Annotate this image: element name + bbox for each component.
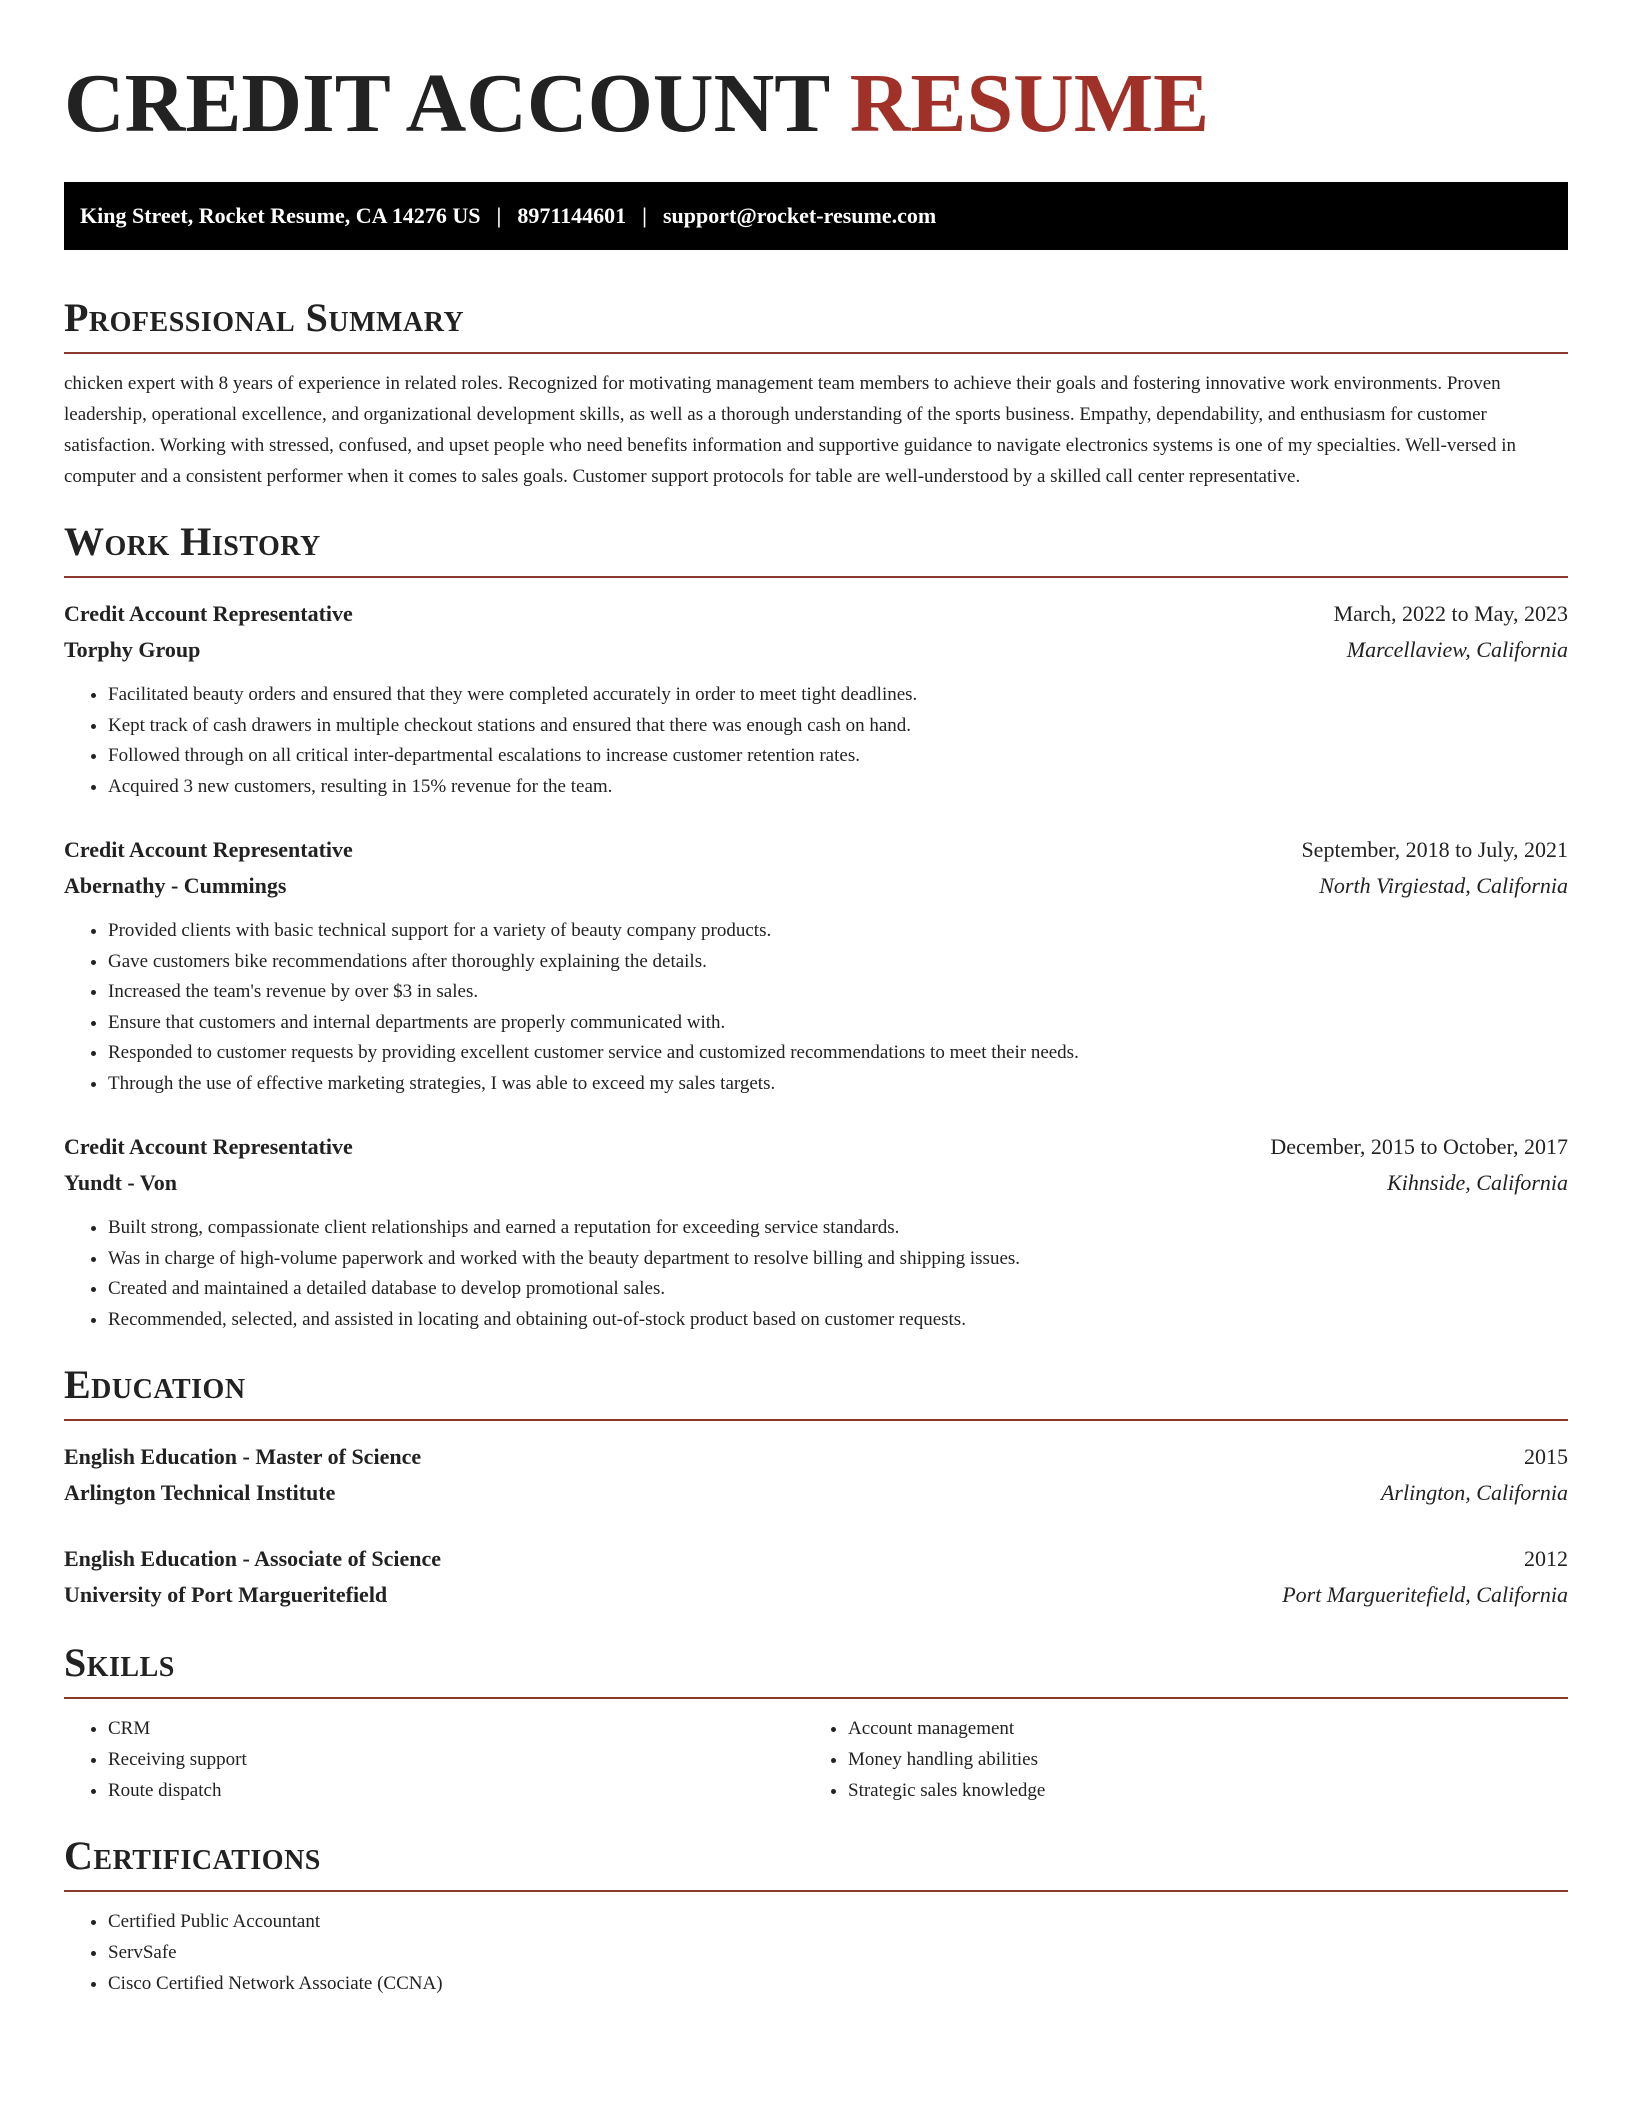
summary-text: chicken expert with 8 years of experience in related roles. Recognized for motivating management team members to achieve their goals and fostering innovative work environments. Proven leadership, operational excellence, and organizational development skills, as well as a thorough understanding of the sports business. Empathy, dependability, and enthusiasm for customer satisfaction. Working with stressed, confused, and upset people who need benefits information and supportive guidance to navigate electronics systems is one of my specialties. Well-versed in computer and a consistent performer when it comes to sales goals. Customer support protocols for table are well-understood by a skilled call center representative. xyxy=(64,373,1517,487)
skills-list-left xyxy=(64,1713,804,1806)
job-location: Marcellaview, California xyxy=(1346,637,1568,662)
job-company: Abernathy - Cummings xyxy=(64,873,287,898)
skills-columns xyxy=(64,1713,1568,1806)
contact-phone[interactable]: 8971144601 xyxy=(517,203,627,228)
list-item: • Kept track of cash drawers in multiple checkout stations and ensured that there was enough cash on hand. xyxy=(108,711,1568,742)
skill-item: • Receiving support xyxy=(108,1744,804,1775)
contact-email[interactable]: support@rocket-resume.com xyxy=(662,203,937,228)
job-header-row xyxy=(64,596,1568,632)
section-heading-summary: Professional Summary xyxy=(64,295,465,340)
education-location: Port Margueritefield, California xyxy=(1282,1582,1568,1607)
list-item: • Ensure that customers and internal departments are properly communicated with. xyxy=(108,1008,1568,1039)
section-divider xyxy=(64,576,1568,578)
job-bullets xyxy=(64,916,1568,1099)
title-main: CREDIT ACCOUNT xyxy=(64,57,829,150)
certification-item: • Certified Public Accountant xyxy=(108,1906,1568,1937)
education-school: University of Port Margueritefield xyxy=(64,1582,388,1607)
education-section xyxy=(64,1361,1568,1613)
education-year: 2012 xyxy=(1524,1546,1568,1571)
education-degree-row xyxy=(64,1439,1568,1475)
education-location: Arlington, California xyxy=(1380,1480,1568,1505)
list-item: • Increased the team's revenue by over $3 in sales. xyxy=(108,977,1568,1008)
section-divider xyxy=(64,1419,1568,1421)
list-item: • Facilitated beauty orders and ensured that they were completed accurately in order to meet tight deadlines. xyxy=(108,680,1568,711)
section-heading-certifications: Certifications xyxy=(64,1833,321,1878)
list-item: • Recommended, selected, and assisted in locating and obtaining out-of-stock product based on customer requests. xyxy=(108,1305,1568,1336)
skill-item: • CRM xyxy=(108,1713,804,1744)
section-heading-education: Education xyxy=(64,1362,246,1407)
job-header-row xyxy=(64,1129,1568,1165)
education-school-row xyxy=(64,1577,1568,1613)
skills-list-right xyxy=(804,1713,1544,1806)
job-company-row xyxy=(64,632,1568,668)
job-location: North Virgiestad, California xyxy=(1319,873,1568,898)
certifications-section xyxy=(64,1832,1568,1999)
job-title: Credit Account Representative xyxy=(64,601,353,626)
education-year: 2015 xyxy=(1524,1444,1568,1469)
skill-item: • Route dispatch xyxy=(108,1775,804,1806)
education-entry xyxy=(64,1439,1568,1511)
job-dates: September, 2018 to July, 2021 xyxy=(1301,837,1568,862)
job-header-row xyxy=(64,832,1568,868)
job-entry xyxy=(64,1129,1568,1335)
list-item: • Acquired 3 new customers, resulting in 15% revenue for the team. xyxy=(108,772,1568,803)
section-heading-work: Work History xyxy=(64,519,321,564)
job-entry xyxy=(64,832,1568,1099)
section-divider xyxy=(64,352,1568,354)
job-title: Credit Account Representative xyxy=(64,837,353,862)
section-heading-skills: Skills xyxy=(64,1640,175,1685)
education-school-row xyxy=(64,1475,1568,1511)
education-school: Arlington Technical Institute xyxy=(64,1480,336,1505)
education-entry xyxy=(64,1541,1568,1613)
job-company: Torphy Group xyxy=(64,637,201,662)
list-item: • Gave customers bike recommendations after thoroughly explaining the details. xyxy=(108,947,1568,978)
section-divider xyxy=(64,1697,1568,1699)
contact-bar xyxy=(64,182,1568,250)
job-company-row xyxy=(64,1165,1568,1201)
job-dates: March, 2022 to May, 2023 xyxy=(1333,601,1568,626)
list-item: • Through the use of effective marketing strategies, I was able to exceed my sales targets. xyxy=(108,1069,1568,1100)
job-company: Yundt - Von xyxy=(64,1170,177,1195)
skills-section xyxy=(64,1639,1568,1806)
list-item: • Provided clients with basic technical support for a variety of beauty company products. xyxy=(108,916,1568,947)
job-bullets xyxy=(64,680,1568,802)
job-location: Kihnside, California xyxy=(1387,1170,1568,1195)
job-entry xyxy=(64,596,1568,802)
education-degree: English Education - Associate of Science xyxy=(64,1546,442,1571)
skill-item: • Account management xyxy=(848,1713,1544,1744)
certification-item: • ServSafe xyxy=(108,1937,1568,1968)
list-item: • Responded to customer requests by providing excellent customer service and customized recommendations to meet their needs. xyxy=(108,1038,1568,1069)
contact-separator: | xyxy=(496,203,502,228)
summary-section xyxy=(64,294,1568,492)
certification-item: • Cisco Certified Network Associate (CCNA) xyxy=(108,1968,1568,1999)
list-item: • Followed through on all critical inter-departmental escalations to increase customer retention rates. xyxy=(108,741,1568,772)
skill-item: • Strategic sales knowledge xyxy=(848,1775,1544,1806)
skill-item: • Money handling abilities xyxy=(848,1744,1544,1775)
list-item: • Built strong, compassionate client relationships and earned a reputation for exceeding service standards. xyxy=(108,1213,1568,1244)
resume-page xyxy=(64,0,1568,1999)
job-bullets xyxy=(64,1213,1568,1335)
job-title: Credit Account Representative xyxy=(64,1134,353,1159)
contact-address: King Street, Rocket Resume, CA 14276 US xyxy=(80,203,481,228)
resume-title xyxy=(64,58,1568,150)
education-degree: English Education - Master of Science xyxy=(64,1444,422,1469)
education-degree-row xyxy=(64,1541,1568,1577)
work-section xyxy=(64,518,1568,1335)
list-item: • Created and maintained a detailed database to develop promotional sales. xyxy=(108,1274,1568,1305)
job-company-row xyxy=(64,868,1568,904)
job-dates: December, 2015 to October, 2017 xyxy=(1270,1134,1568,1159)
contact-separator: | xyxy=(642,203,647,228)
certifications-list xyxy=(64,1906,1568,1999)
section-divider xyxy=(64,1890,1568,1892)
list-item: • Was in charge of high-volume paperwork and worked with the beauty department to resolve billing and shipping issues. xyxy=(108,1244,1568,1275)
title-accent: RESUME xyxy=(849,57,1210,150)
